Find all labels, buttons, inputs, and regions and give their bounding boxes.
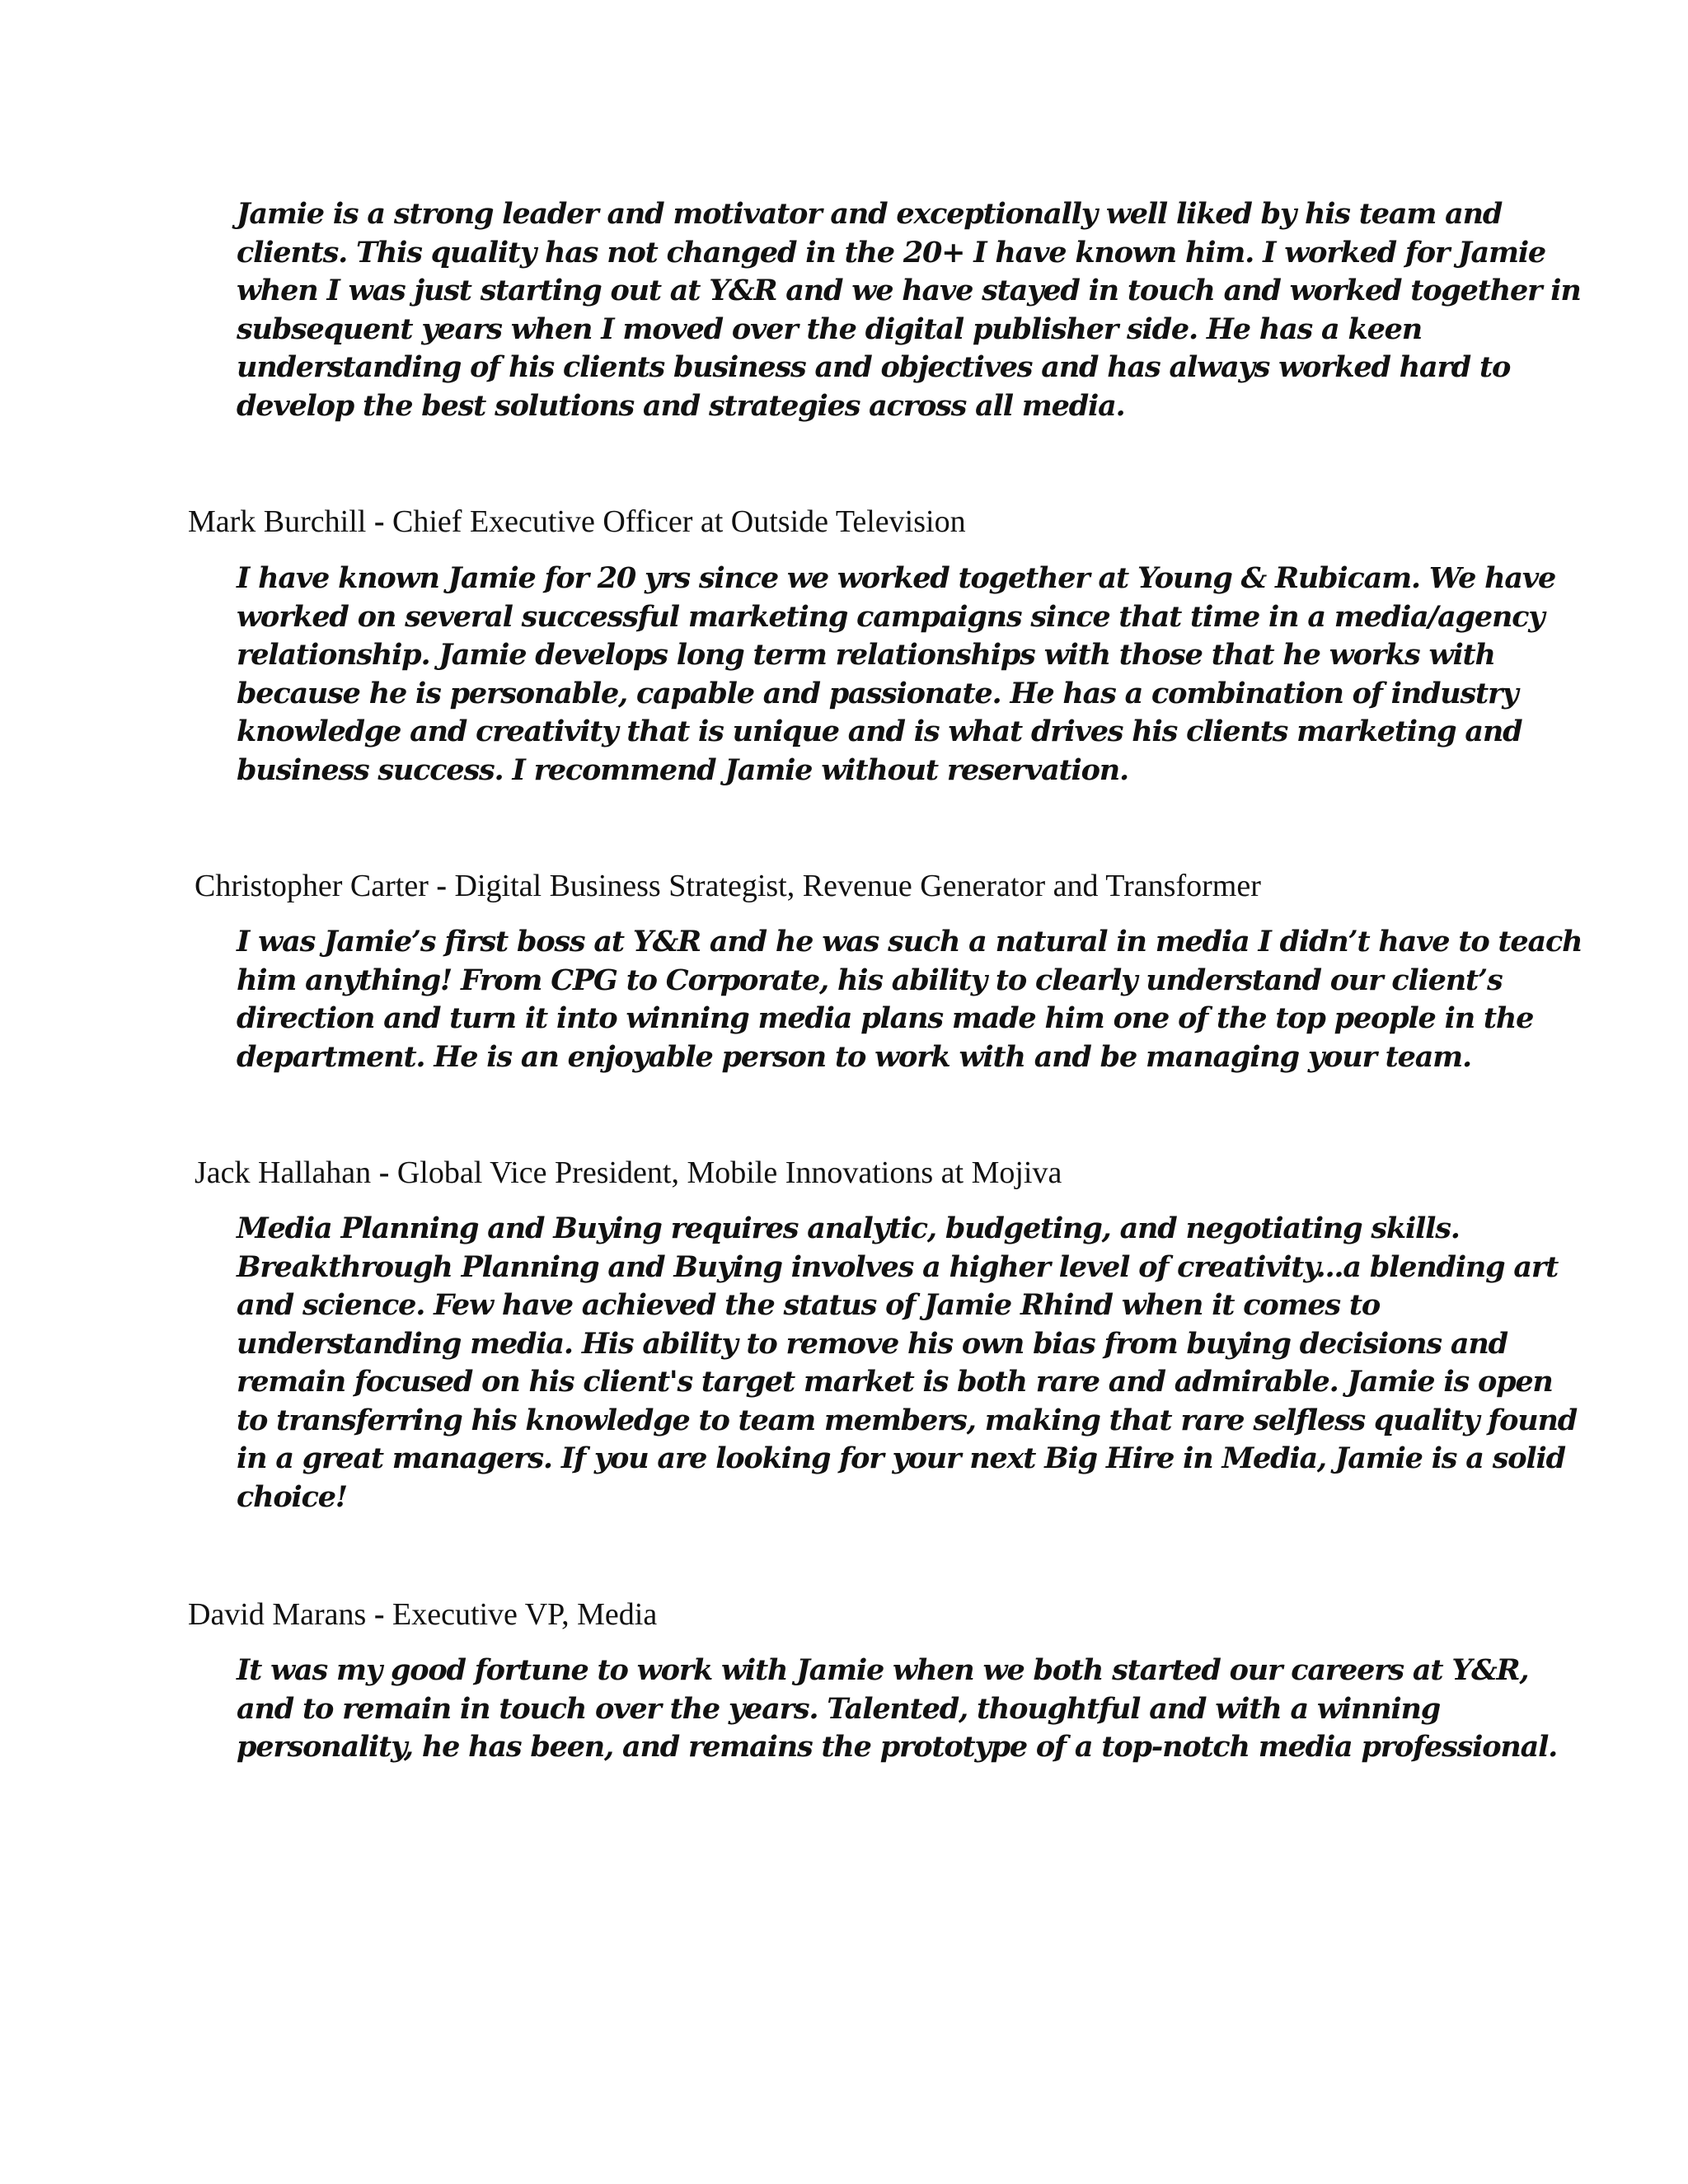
quote-line: and to remain in touch over the years. Talented, thoughtful and with a winning	[237, 1691, 1441, 1726]
quote-line: and science. Few have achieved the status of Jamie Rhind when it comes to	[237, 1288, 1380, 1322]
quote-line: to transferring his knowledge to team members, making that rare selfless quality found	[237, 1403, 1578, 1437]
quote-line: department. He is an enjoyable person to work with and be managing your team.	[237, 1039, 1471, 1074]
attribution-separator: -	[366, 1597, 392, 1632]
quote-line: Breakthrough Planning and Buying involves a higher level of creativity...a blending art	[237, 1249, 1559, 1284]
testimonial-attribution-3	[195, 867, 1261, 905]
quote-line: when I was just starting out at Y&R and we have stayed in touch and worked together in	[237, 274, 1581, 307]
testimonial-quote-2	[237, 560, 1555, 790]
quote-line: Jamie is a strong leader and motivator and exceptionally well liked by his team and	[237, 197, 1503, 231]
quote-line: understanding of his clients business and objectives and has always worked hard to	[237, 350, 1511, 384]
testimonial-attribution-4	[195, 1154, 1062, 1192]
quote-line: develop the best solutions and strategies across all media.	[237, 388, 1125, 423]
quote-line: relationship. Jamie develops long term relationships with those that he works with	[237, 638, 1495, 672]
quote-line: worked on several successful marketing campaigns since that time in a media/agency	[237, 599, 1545, 634]
quote-line: I have known Jamie for 20 yrs since we worked together at Young & Rubicam. We have	[237, 561, 1556, 595]
recommender-title: Executive VP, Media	[392, 1597, 658, 1632]
attribution-separator: -	[366, 504, 393, 539]
quote-line: personality, he has been, and remains the prototype of a top-notch media professional.	[237, 1730, 1558, 1764]
testimonial-attribution-5	[188, 1596, 657, 1633]
attribution-separator: -	[371, 1155, 397, 1190]
quote-line: knowledge and creativity that is unique and is what drives his clients marketing and	[237, 715, 1522, 748]
quote-line: clients. This quality has not changed in the 20+ I have known him. I worked for Jamie	[237, 235, 1545, 269]
quote-line: choice!	[237, 1479, 347, 1514]
attribution-separator: -	[428, 869, 455, 903]
recommender-name: David Marans	[188, 1597, 367, 1632]
testimonial-quote-4	[237, 1210, 1578, 1516]
testimonial-attribution-2	[188, 503, 966, 541]
recommender-title: Global Vice President, Mobile Innovations at Mojiva	[396, 1155, 1062, 1190]
recommender-name: Mark Burchill	[188, 504, 367, 539]
quote-line: remain focused on his client's target market is both rare and admirable. Jamie is open	[237, 1365, 1553, 1399]
quote-line: Media Planning and Buying requires analytic, budgeting, and negotiating skills.	[237, 1212, 1460, 1245]
quote-line: understanding media. His ability to remove his own bias from buying decisions and	[237, 1326, 1507, 1361]
quote-line: him anything! From CPG to Corporate, his ability to clearly understand our client’s	[237, 963, 1503, 997]
quote-line: It was my good fortune to work with Jamie when we both started our careers at Y&R,	[237, 1653, 1529, 1687]
testimonial-quote-3	[237, 923, 1582, 1076]
quote-line: because he is personable, capable and passionate. He has a combination of industry	[237, 676, 1518, 710]
quote-line: subsequent years when I moved over the digital publisher side. He has a keen	[237, 312, 1422, 346]
testimonial-quote-1	[237, 195, 1581, 425]
quote-line: I was Jamie’s first boss at Y&R and he was such a natural in media I didn’t have to teach	[237, 925, 1582, 958]
quote-line: business success. I recommend Jamie without reservation.	[237, 752, 1128, 787]
quote-line: in a great managers. If you are looking for your next Big Hire in Media, Jamie is a solid	[237, 1441, 1565, 1475]
recommender-title: Digital Business Strategist, Revenue Generator and Transformer	[454, 869, 1261, 903]
recommender-name: Jack Hallahan	[195, 1155, 372, 1190]
recommender-name: Christopher Carter	[195, 869, 429, 903]
recommender-title: Chief Executive Officer at Outside Television	[392, 504, 966, 539]
quote-line: direction and turn it into winning media plans made him one of the top people in the	[237, 1001, 1534, 1035]
testimonial-quote-5	[237, 1652, 1558, 1767]
